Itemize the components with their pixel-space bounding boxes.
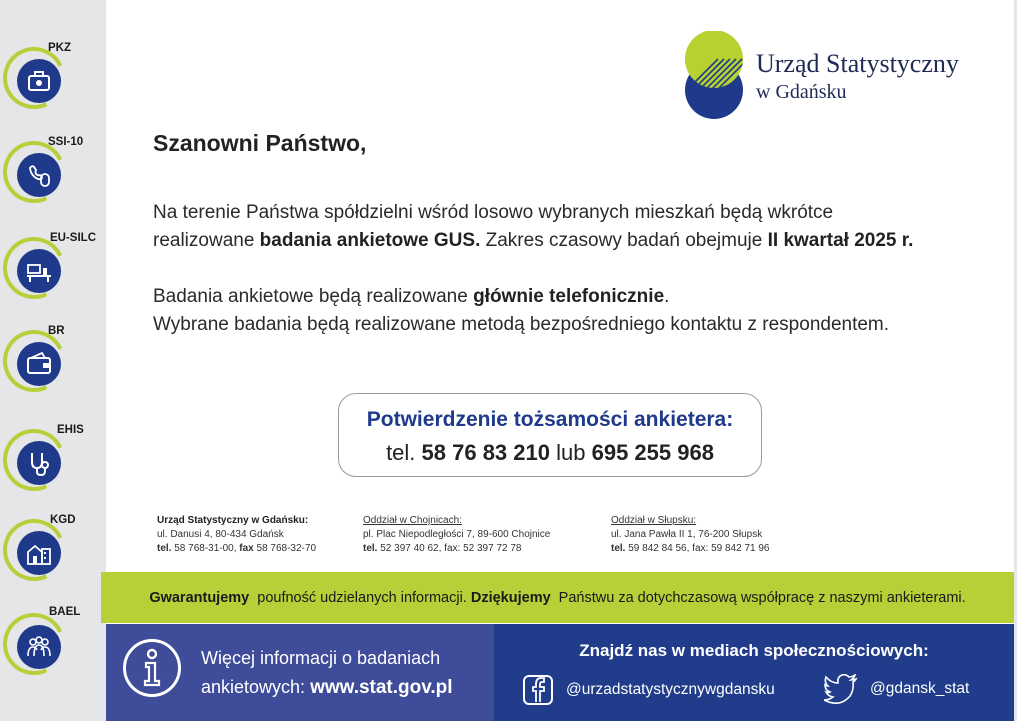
tel-label: tel.	[157, 543, 172, 554]
paragraph-1	[153, 199, 913, 255]
twitter-bird-icon	[824, 674, 858, 704]
sidebar-item-ehis	[0, 420, 106, 516]
twitter-handle: @gdansk_stat	[870, 680, 970, 697]
wallet-icon	[17, 342, 61, 386]
sidebar-item-br	[0, 321, 106, 417]
tel-value: 52 397 40 62, fax: 52 397 72 78	[377, 543, 522, 554]
twitter-link[interactable]	[824, 674, 969, 704]
text-span: Zakres czasowy badań obejmuje	[480, 230, 768, 251]
desk-icon	[17, 249, 61, 293]
paragraph-1-line-1: Na terenie Państwa spółdzielni wśród losowo wybranych mieszkań będą wkrótce	[153, 202, 834, 223]
facebook-handle: @urzadstatystycznywgdansku	[566, 681, 775, 698]
address-header: Oddział w Słupsku:	[611, 515, 697, 526]
period-emphasis: II kwartał 2025 r.	[767, 230, 914, 251]
greeting-heading: Szanowni Państwo,	[153, 130, 367, 156]
stethoscope-icon	[17, 441, 61, 485]
sidebar-item-label: EU-SILC	[50, 232, 96, 244]
verification-title: Potwierdzenie tożsamości ankietera:	[366, 408, 734, 431]
tel-label: tel.	[363, 543, 378, 554]
address-slupsk	[611, 514, 769, 556]
phone-number-1[interactable]: 58 76 83 210	[421, 440, 550, 465]
text-span: realizowane	[153, 230, 260, 251]
address-contact	[611, 542, 769, 556]
paragraph-2-line-1	[153, 283, 889, 311]
facebook-link[interactable]	[522, 674, 775, 706]
sidebar-item-label: BAEL	[49, 606, 81, 618]
sidebar-item-kgd	[0, 510, 106, 606]
banner-text-1: poufność udzielanych informacji.	[253, 589, 471, 606]
more-info-line-1: Więcej informacji o badaniach	[201, 648, 441, 668]
sidebar-item-label: BR	[48, 325, 65, 337]
survey-emphasis: badania ankietowe GUS.	[259, 230, 481, 251]
sidebar-item-label: SSI-10	[48, 136, 84, 148]
sidebar-item-eu-silc	[0, 228, 106, 324]
people-icon	[17, 625, 61, 669]
text-span: .	[664, 286, 670, 307]
banner-bold-2: Dziękujemy	[470, 589, 551, 606]
address-contact	[157, 542, 316, 556]
method-emphasis: głównie telefonicznie	[473, 286, 665, 307]
more-info-panel	[106, 624, 494, 721]
paragraph-1-line-2	[153, 227, 913, 255]
tel-value: 59 842 84 56, fax: 59 842 71 96	[625, 543, 770, 554]
tel-label: tel.	[611, 543, 626, 554]
sidebar-item-label: PKZ	[48, 42, 71, 54]
sidebar-item-label: EHIS	[57, 424, 84, 436]
fax-label: fax	[239, 543, 254, 554]
address-header: Oddział w Chojnicach:	[363, 515, 462, 526]
address-header: Urząd Statystyczny w Gdańsku:	[157, 515, 309, 526]
address-chojnice	[363, 514, 550, 556]
address-line: ul. Jana Pawła II 1, 76-200 Słupsk	[611, 529, 763, 540]
sidebar-item-label: KGD	[50, 514, 76, 526]
paragraph-2-line-2: Wybrane badania będą realizowane metodą bezpośredniego kontaktu z respondentem.	[153, 314, 890, 335]
website-link[interactable]: www.stat.gov.pl	[310, 677, 453, 698]
or-text: lub	[550, 440, 592, 465]
identity-verification-box	[338, 393, 762, 477]
more-info-line-2	[201, 677, 453, 699]
banner-text-2: Państwu za dotychczasową współpracę z naszymi ankieterami.	[554, 589, 966, 606]
institution-logo	[684, 31, 984, 121]
facebook-icon	[522, 674, 554, 706]
banner-bold-1: Gwarantujemy	[149, 589, 250, 606]
tel-value: 58 768-31-00,	[171, 543, 240, 554]
address-contact	[363, 542, 550, 556]
sidebar-item-ssi10	[0, 132, 106, 228]
social-title: Znajdź nas w mediach społecznościowych:	[579, 641, 929, 660]
verification-phones	[339, 440, 761, 466]
logo-mark-icon	[684, 31, 748, 121]
phone-mouse-icon	[17, 153, 61, 197]
logo-subtitle: w Gdańsku	[756, 81, 847, 103]
suitcase-icon	[17, 59, 61, 103]
more-info-text: ankietowych:	[201, 677, 311, 697]
social-media-panel	[494, 624, 1014, 721]
fax-value: 58 768-32-70	[253, 543, 317, 554]
logo-title: Urząd Statystyczny	[756, 49, 959, 78]
address-line: pl. Plac Niepodległości 7, 89-600 Chojnice	[363, 529, 551, 540]
paragraph-2	[153, 283, 889, 339]
info-icon	[123, 639, 181, 697]
text-span: Badania ankietowe będą realizowane	[153, 286, 474, 307]
tel-prefix: tel.	[386, 440, 422, 465]
address-gdansk	[157, 514, 316, 556]
sidebar-item-pkz	[0, 38, 106, 134]
phone-number-2[interactable]: 695 255 968	[591, 440, 714, 465]
address-line: ul. Danusi 4, 80-434 Gdańsk	[157, 529, 284, 540]
sidebar-item-bael	[0, 604, 106, 700]
survey-sidebar	[0, 0, 106, 721]
buildings-icon	[17, 531, 61, 575]
confidentiality-banner	[101, 572, 1014, 623]
